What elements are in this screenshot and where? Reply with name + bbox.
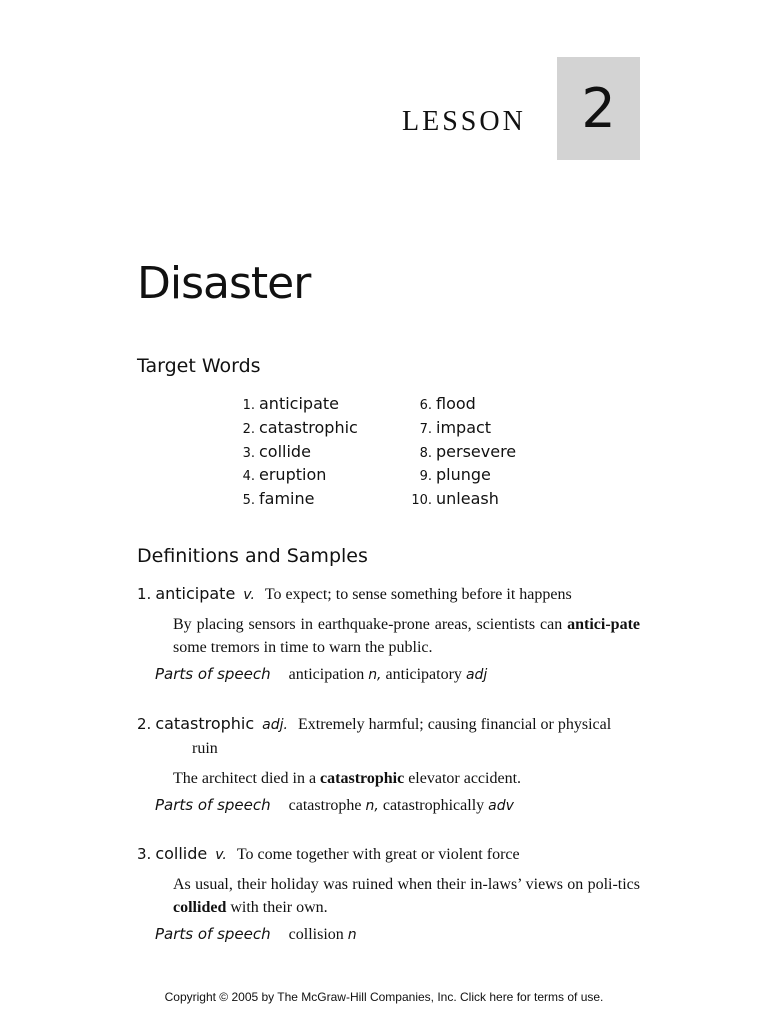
target-word-number: 1. [242,398,255,413]
entry-number: 2. [137,715,152,733]
target-word: collide [259,441,311,461]
pos-abbreviation: n, [365,798,379,814]
lesson-label: LESSON [402,106,526,137]
target-word-item [406,442,516,466]
parts-of-speech-label: Parts of speech [155,925,271,943]
definition-entry-anticipate [137,582,640,684]
target-word: famine [259,489,315,509]
target-word-item [237,442,358,466]
target-words-heading: Target Words [137,355,261,377]
target-word: anticipate [259,394,339,413]
sample-target-word: collided [173,899,227,916]
copyright-footer [0,990,768,1004]
target-word-item [237,465,358,489]
lesson-number: 2 [581,77,616,140]
pos-word: anticipation [288,666,365,683]
target-word: plunge [436,465,491,485]
target-word: catastrophic [259,417,358,437]
target-word-number: 8. [419,445,432,461]
parts-of-speech-row [155,796,640,815]
target-word-number: 4. [242,469,255,485]
entry-headline [137,712,640,761]
entry-definition: To come together with great or violent force [236,846,520,863]
entry-part-of-speech: v. [243,587,255,603]
target-word-item [237,489,358,513]
lesson-number-box [557,57,640,160]
entry-number: 1. [137,585,152,603]
entry-word: catastrophic [155,714,255,733]
entry-part-of-speech: adj. [262,717,288,733]
entry-headline [137,842,640,867]
target-word-number: 2. [242,421,255,437]
sample-text: with their own. [226,899,328,916]
target-words-column-right [406,394,516,513]
target-word: unleash [436,489,499,509]
definition-entry-catastrophic [137,712,640,815]
parts-of-speech-label: Parts of speech [155,796,271,814]
pos-abbreviation: n [347,927,357,943]
target-word-item [406,489,516,513]
pos-word: anticipatory [385,666,462,683]
entry-headline [137,582,640,607]
parts-of-speech-row [155,665,640,684]
sample-text: By placing sensors in earthquake-prone areas, scientists can [173,616,568,633]
pos-abbreviation: adv [488,798,514,814]
target-word-item [406,394,516,418]
entry-sample-sentence [173,613,640,659]
target-words-column-left [237,394,358,513]
target-word-item [237,394,358,418]
sample-text: As usual, their holiday was ruined when their in-laws’ views on poli-tics [173,876,640,893]
target-word-item [237,418,358,442]
entry-number: 3. [137,845,152,863]
target-word: eruption [259,465,327,485]
entry-word: collide [155,844,208,863]
target-word-item [406,465,516,489]
pos-abbreviation: n, [368,667,382,683]
entry-definition: To expect; to sense something before it happens [264,586,572,603]
target-word: persevere [436,441,517,461]
entry-definition: Extremely harmful; causing financial or physical ruin [192,716,612,757]
entry-part-of-speech: v. [215,847,227,863]
sample-target-word: catastrophic [320,770,405,787]
sample-text: some tremors in time to warn the public. [173,639,433,656]
pos-word: catastrophe [288,797,362,814]
entry-sample-sentence [173,767,640,790]
parts-of-speech-label: Parts of speech [155,665,271,683]
pos-word: catastrophically [382,797,485,814]
pos-word: collision [288,926,344,943]
entry-word: anticipate [155,584,236,603]
sample-text: elevator accident. [404,770,522,787]
target-word-number: 5. [242,493,255,509]
sample-text: The architect died in a [173,770,321,787]
pos-abbreviation: adj [465,667,488,683]
target-word: impact [436,417,492,437]
terms-of-use-link[interactable]: Copyright © 2005 by The McGraw-Hill Companies, Inc. Click here for terms of use. [164,990,604,1004]
sample-target-word: antici-pate [567,616,640,633]
entry-sample-sentence [173,873,640,919]
target-word-item [406,418,516,442]
target-word-number: 7. [419,421,432,437]
target-word: flood [436,394,476,413]
target-word-number: 3. [242,445,255,461]
definition-entry-collide [137,842,640,944]
target-word-number: 6. [419,398,432,413]
target-word-number: 9. [419,469,432,485]
target-word-number: 10. [411,493,432,509]
parts-of-speech-row [155,925,640,944]
page-title: Disaster [137,258,311,309]
definitions-heading: Definitions and Samples [137,545,368,567]
